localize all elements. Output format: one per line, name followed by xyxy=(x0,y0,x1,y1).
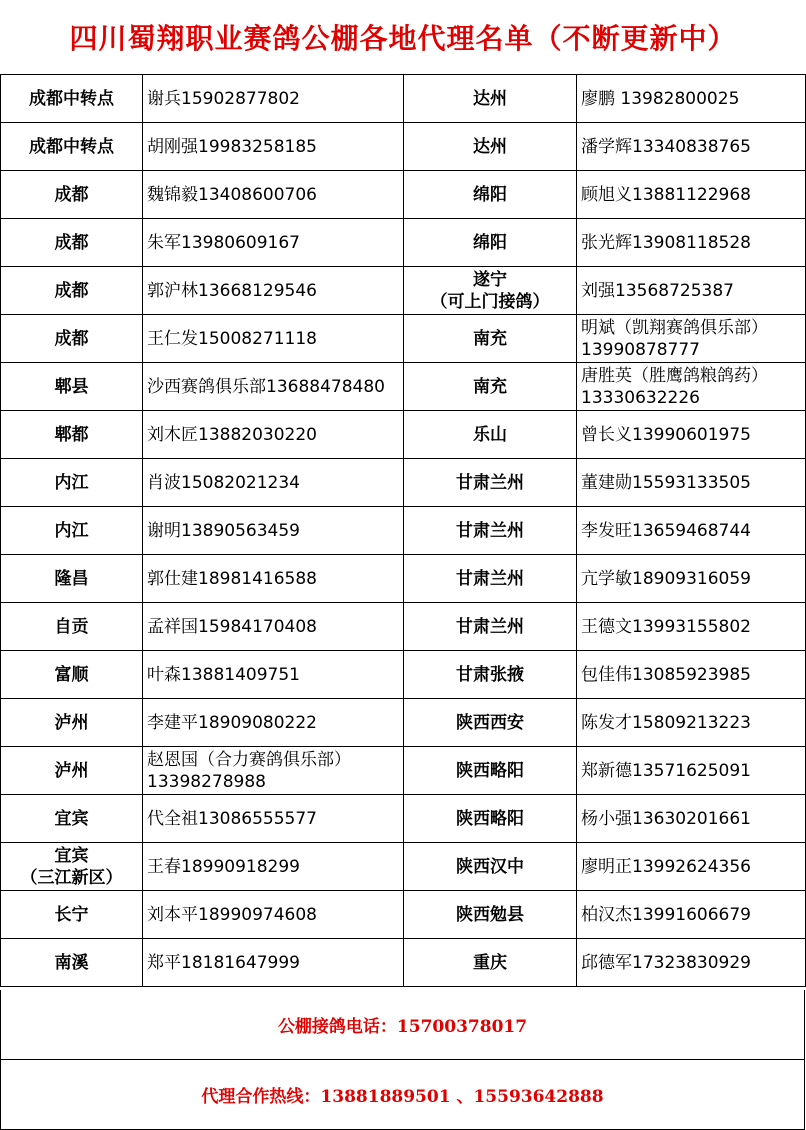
region-cell: 成都中转点 xyxy=(1,75,143,123)
region-cell: 长宁 xyxy=(1,891,143,939)
region-cell: 宜宾 xyxy=(1,795,143,843)
region-cell: 成都中转点 xyxy=(1,123,143,171)
agent-cell: 叶森13881409751 xyxy=(143,651,404,699)
region-cell: 南充 xyxy=(404,315,577,363)
region-cell: 绵阳 xyxy=(404,171,577,219)
region-cell: 陕西汉中 xyxy=(404,843,577,891)
table-row xyxy=(1,411,806,459)
agent-cell: 陈发才15809213223 xyxy=(577,699,806,747)
agent-cell: 曾长义13990601975 xyxy=(577,411,806,459)
agent-table xyxy=(0,74,806,987)
region-cell: 隆昌 xyxy=(1,555,143,603)
table-row xyxy=(1,219,806,267)
region-cell: 成都 xyxy=(1,315,143,363)
region-cell: 乐山 xyxy=(404,411,577,459)
agent-cell: 沙西赛鸽俱乐部13688478480 xyxy=(143,363,404,411)
agent-cell: 王仁发15008271118 xyxy=(143,315,404,363)
table-row xyxy=(1,891,806,939)
region-cell: 遂宁 （可上门接鸽） xyxy=(404,267,577,315)
region-cell: 绵阳 xyxy=(404,219,577,267)
table-row xyxy=(1,603,806,651)
table-row xyxy=(1,75,806,123)
table-row xyxy=(1,315,806,363)
agent-cell: 朱军13980609167 xyxy=(143,219,404,267)
region-cell: 甘肃张掖 xyxy=(404,651,577,699)
agent-cell: 潘学辉13340838765 xyxy=(577,123,806,171)
table-row xyxy=(1,267,806,315)
table-row xyxy=(1,843,806,891)
agent-cell: 郑平18181647999 xyxy=(143,939,404,987)
region-cell: 泸州 xyxy=(1,747,143,795)
agent-cell: 郭仕建18981416588 xyxy=(143,555,404,603)
agent-cell: 李发旺13659468744 xyxy=(577,507,806,555)
region-cell: 甘肃兰州 xyxy=(404,603,577,651)
table-row xyxy=(1,651,806,699)
region-cell: 内江 xyxy=(1,507,143,555)
agent-cell: 谢兵15902877802 xyxy=(143,75,404,123)
region-cell: 南充 xyxy=(404,363,577,411)
region-cell: 重庆 xyxy=(404,939,577,987)
region-cell: 郫县 xyxy=(1,363,143,411)
agent-cell: 胡刚强19983258185 xyxy=(143,123,404,171)
region-cell: 甘肃兰州 xyxy=(404,459,577,507)
table-row xyxy=(1,555,806,603)
loft-phone-line: 公棚接鸽电话：15700378017 xyxy=(0,990,805,1060)
table-row xyxy=(1,699,806,747)
table-row xyxy=(1,171,806,219)
agent-cell: 王春18990918299 xyxy=(143,843,404,891)
region-cell: 达州 xyxy=(404,75,577,123)
table-row xyxy=(1,747,806,795)
region-cell: 陕西勉县 xyxy=(404,891,577,939)
agent-cell: 刘本平18990974608 xyxy=(143,891,404,939)
agent-cell: 柏汉杰13991606679 xyxy=(577,891,806,939)
region-cell: 南溪 xyxy=(1,939,143,987)
region-cell: 陕西略阳 xyxy=(404,747,577,795)
agent-cell: 廖鹏 13982800025 xyxy=(577,75,806,123)
agent-cell: 廖明正13992624356 xyxy=(577,843,806,891)
agent-cell: 魏锦毅13408600706 xyxy=(143,171,404,219)
agent-cell: 代全祖13086555577 xyxy=(143,795,404,843)
region-cell: 陕西略阳 xyxy=(404,795,577,843)
region-cell: 成都 xyxy=(1,219,143,267)
agent-cell: 董建勋15593133505 xyxy=(577,459,806,507)
agent-cell: 刘木匠13882030220 xyxy=(143,411,404,459)
region-cell: 宜宾 （三江新区） xyxy=(1,843,143,891)
region-cell: 自贡 xyxy=(1,603,143,651)
agent-cell: 孟祥国15984170408 xyxy=(143,603,404,651)
agent-cell: 郑新德13571625091 xyxy=(577,747,806,795)
region-cell: 成都 xyxy=(1,267,143,315)
agent-cell: 郭沪林13668129546 xyxy=(143,267,404,315)
table-row xyxy=(1,363,806,411)
agent-cell: 唐胜英（胜鹰鸽粮鸽药） 13330632226 xyxy=(577,363,806,411)
agent-cell: 谢明13890563459 xyxy=(143,507,404,555)
region-cell: 达州 xyxy=(404,123,577,171)
region-cell: 甘肃兰州 xyxy=(404,555,577,603)
region-cell: 内江 xyxy=(1,459,143,507)
region-cell: 郫都 xyxy=(1,411,143,459)
agent-cell: 亢学敏18909316059 xyxy=(577,555,806,603)
agent-cell: 肖波15082021234 xyxy=(143,459,404,507)
agent-cell: 李建平18909080222 xyxy=(143,699,404,747)
agent-cell: 顾旭义13881122968 xyxy=(577,171,806,219)
agent-cell: 赵恩国（合力赛鸽俱乐部） 13398278988 xyxy=(143,747,404,795)
agent-cell: 邱德军17323830929 xyxy=(577,939,806,987)
table-row xyxy=(1,795,806,843)
agent-hotline-line: 代理合作热线：13881889501 、15593642888 xyxy=(0,1060,805,1130)
table-row xyxy=(1,507,806,555)
agent-cell: 王德文13993155802 xyxy=(577,603,806,651)
agent-cell: 包佳伟13085923985 xyxy=(577,651,806,699)
region-cell: 甘肃兰州 xyxy=(404,507,577,555)
table-row xyxy=(1,123,806,171)
region-cell: 泸州 xyxy=(1,699,143,747)
table-row xyxy=(1,939,806,987)
region-cell: 富顺 xyxy=(1,651,143,699)
region-cell: 成都 xyxy=(1,171,143,219)
page-title: 四川蜀翔职业赛鸽公棚各地代理名单（不断更新中） xyxy=(69,22,737,55)
region-cell: 陕西西安 xyxy=(404,699,577,747)
table-row xyxy=(1,459,806,507)
agent-cell: 张光辉13908118528 xyxy=(577,219,806,267)
agent-cell: 刘强13568725387 xyxy=(577,267,806,315)
agent-cell: 杨小强13630201661 xyxy=(577,795,806,843)
agent-cell: 明斌（凯翔赛鸽俱乐部） 13990878777 xyxy=(577,315,806,363)
